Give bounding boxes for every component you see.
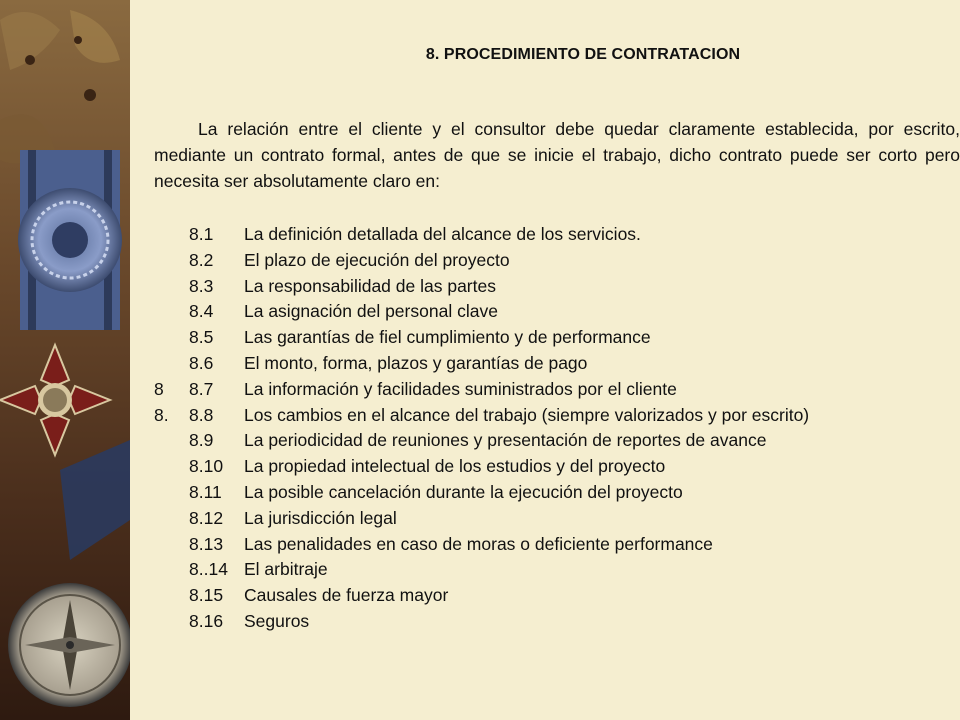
item-text: La jurisdicción legal bbox=[244, 507, 397, 528]
items-list bbox=[130, 222, 960, 635]
item-number: 8.7 bbox=[189, 378, 214, 399]
list-item bbox=[130, 274, 960, 300]
item-number: 8.16 bbox=[189, 610, 224, 631]
list-item bbox=[130, 480, 960, 506]
item-text: La definición detallada del alcance de los servicios. bbox=[244, 224, 641, 244]
item-number: 8.3 bbox=[189, 275, 214, 296]
page-title: 8. PROCEDIMIENTO DE CONTRATACION bbox=[425, 46, 741, 63]
item-number: 8.8 bbox=[189, 404, 214, 425]
list-item bbox=[130, 248, 960, 274]
item-number: 8.11 bbox=[189, 481, 222, 502]
item-prefix: 8 bbox=[154, 378, 164, 399]
item-number: 8.13 bbox=[189, 533, 224, 554]
list-item bbox=[130, 403, 960, 429]
intro-paragraph: La relación entre el cliente y el consultor debe quedar claramente establecida, por escrito, mediante un contrato formal, antes de que se inicie el trabajo, dicho contrato puede ser corto pero necesita ser absolutamente claro en: bbox=[154, 119, 960, 191]
list-item bbox=[130, 532, 960, 558]
item-text: La propiedad intelectual de los estudios y del proyecto bbox=[244, 456, 666, 477]
item-text: La información y facilidades suministrados por el cliente bbox=[244, 378, 677, 399]
item-text: El monto, forma, plazos y garantías de pago bbox=[244, 352, 588, 373]
item-prefix: 8. bbox=[154, 404, 169, 425]
list-item bbox=[130, 299, 960, 325]
item-number: 8.6 bbox=[189, 352, 214, 373]
item-number: 8.5 bbox=[189, 327, 214, 348]
slide-body bbox=[130, 0, 960, 720]
list-item bbox=[130, 325, 960, 351]
item-number: 8.2 bbox=[189, 249, 214, 270]
item-text: La posible cancelación durante la ejecución del proyecto bbox=[244, 481, 683, 502]
list-item bbox=[130, 377, 960, 403]
item-text: Causales de fuerza mayor bbox=[244, 585, 449, 606]
list-item bbox=[130, 506, 960, 532]
item-text: La responsabilidad de las partes bbox=[244, 275, 496, 296]
item-text: Las garantías de fiel cumplimiento y de performance bbox=[244, 327, 651, 348]
list-item bbox=[130, 454, 960, 480]
decorative-medal-image bbox=[0, 0, 130, 720]
list-item bbox=[130, 428, 960, 454]
list-item bbox=[130, 609, 960, 635]
list-item bbox=[130, 557, 960, 583]
item-number: 8.12 bbox=[189, 507, 224, 528]
item-number: 8.1 bbox=[189, 224, 214, 244]
item-text: La asignación del personal clave bbox=[244, 301, 498, 322]
item-text: El plazo de ejecución del proyecto bbox=[244, 249, 510, 270]
list-item bbox=[130, 583, 960, 609]
list-item bbox=[130, 222, 960, 248]
item-number: 8.9 bbox=[189, 430, 214, 451]
item-text: Los cambios en el alcance del trabajo (siempre valorizados y por escrito) bbox=[244, 404, 810, 425]
item-number: 8.15 bbox=[189, 585, 224, 606]
item-number: 8..14 bbox=[189, 559, 228, 580]
item-number: 8.10 bbox=[189, 456, 224, 477]
item-text: La periodicidad de reuniones y presentación de reportes de avance bbox=[244, 430, 767, 451]
list-item bbox=[130, 351, 960, 377]
item-text: El arbitraje bbox=[244, 559, 328, 580]
item-text: Seguros bbox=[244, 610, 310, 631]
item-number: 8.4 bbox=[189, 301, 214, 322]
item-text: Las penalidades en caso de moras o deficiente performance bbox=[244, 533, 713, 554]
